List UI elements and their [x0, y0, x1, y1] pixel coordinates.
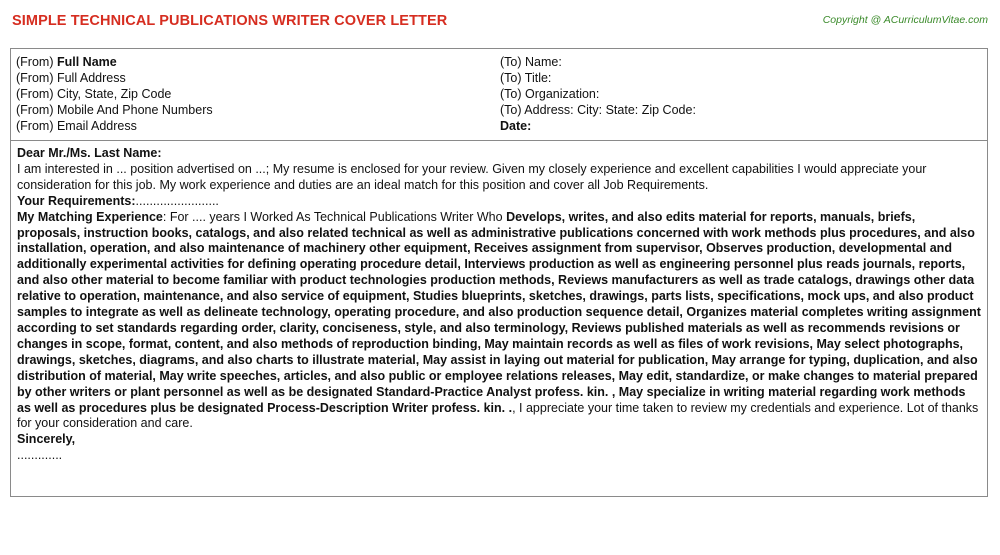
sender-full-address: (From) Full Address	[16, 71, 126, 85]
intro-paragraph: I am interested in ... position advertised on ...; My resume is enclosed for your review. Given my closely experience and excellent capabilities I would appreciate your consideration for this job. My work experience and duties are an ideal match for this position and cover all Job Requirements.	[17, 161, 927, 192]
copyright-notice[interactable]: Copyright @ ACurriculumVitae.com	[822, 14, 988, 26]
recipient-address: (To) Address: City: State: Zip Code:	[500, 103, 696, 117]
experience-closing: , I appreciate your time taken to review my credentials and experience. Lot of thanks for your consideration and care.	[17, 400, 979, 431]
recipient-name: (To) Name:	[500, 55, 562, 69]
recipient-organization: (To) Organization:	[500, 87, 600, 101]
requirements-label: Your Requirements:	[17, 193, 136, 208]
from-prefix: (From)	[16, 55, 54, 69]
experience-label: My Matching Experience	[17, 209, 163, 224]
sender-full-name-line	[16, 54, 213, 70]
sender-block	[16, 54, 213, 134]
requirements-placeholder: ........................	[135, 193, 219, 208]
sign-off: Sincerely,	[17, 432, 76, 447]
sender-email: (From) Email Address	[16, 119, 137, 133]
sender-phone: (From) Mobile And Phone Numbers	[16, 103, 213, 117]
recipient-block	[500, 54, 696, 134]
salutation: Dear Mr./Ms. Last Name:	[17, 146, 162, 160]
requirements-line	[17, 194, 981, 210]
cover-letter-frame	[10, 48, 988, 497]
sender-full-name: Full Name	[56, 55, 117, 69]
recipient-title: (To) Title:	[500, 71, 552, 85]
letter-date: Date:	[500, 119, 532, 133]
sender-city-state-zip: (From) City, State, Zip Code	[16, 87, 172, 101]
letter-body	[17, 146, 981, 464]
page-title: SIMPLE TECHNICAL PUBLICATIONS WRITER COVER LETTER	[12, 13, 448, 29]
experience-duties: Develops, writes, and also edits material for reports, manuals, briefs, proposals, instruction books, catalogs, and also related technical as well as administrative publications concerned with work methods plus procedures, and also installation, operation, and also maintenance of machinery other equipment, Receives assignment from supervisor, Observes production, developmental and additionally experimental activities for defining operating procedure detail, Interviews production as well as engineering personnel plus reads journals, reports, and also other material to become familiar with product technologies production methods, Reviews manufacturers as well as trade catalogs, drawings other data relative to operation, maintenance, and also service of equipment, Studies blueprints, sketches, drawings, parts lists, specifications, mock ups, and also product samples to integrate as well as delineate technology, operating procedure, and also production sequence detail, Organizes material completes writing assignment according to set standards regarding order, clarity, conciseness, style, and also terminology, Reviews published materials as well as recommends revisions or changes in scope, format, content, and also methods of reproduction binding, May maintain records as well as files of work revisions, May select photographs, drawings, sketches, diagrams, and also charts to illustrate material, May assist in laying out material for publication, May arrange for typing, duplication, and also distribution of material, May write speeches, articles, and also public or employee relations releases, May edit, standardize, or make changes to material prepared by other writers or plant personnel as well as be designated Standard-Practice Analyst profess. kin. , May specialize in writing material regarding work methods as well as procedures plus be designated Process-Description Writer profess. kin. .	[17, 209, 981, 415]
signature-placeholder: .............	[17, 448, 63, 463]
address-header	[11, 49, 987, 141]
experience-paragraph	[17, 210, 981, 433]
experience-intro: : For .... years I Worked As Technical Publications Writer Who	[162, 209, 507, 224]
